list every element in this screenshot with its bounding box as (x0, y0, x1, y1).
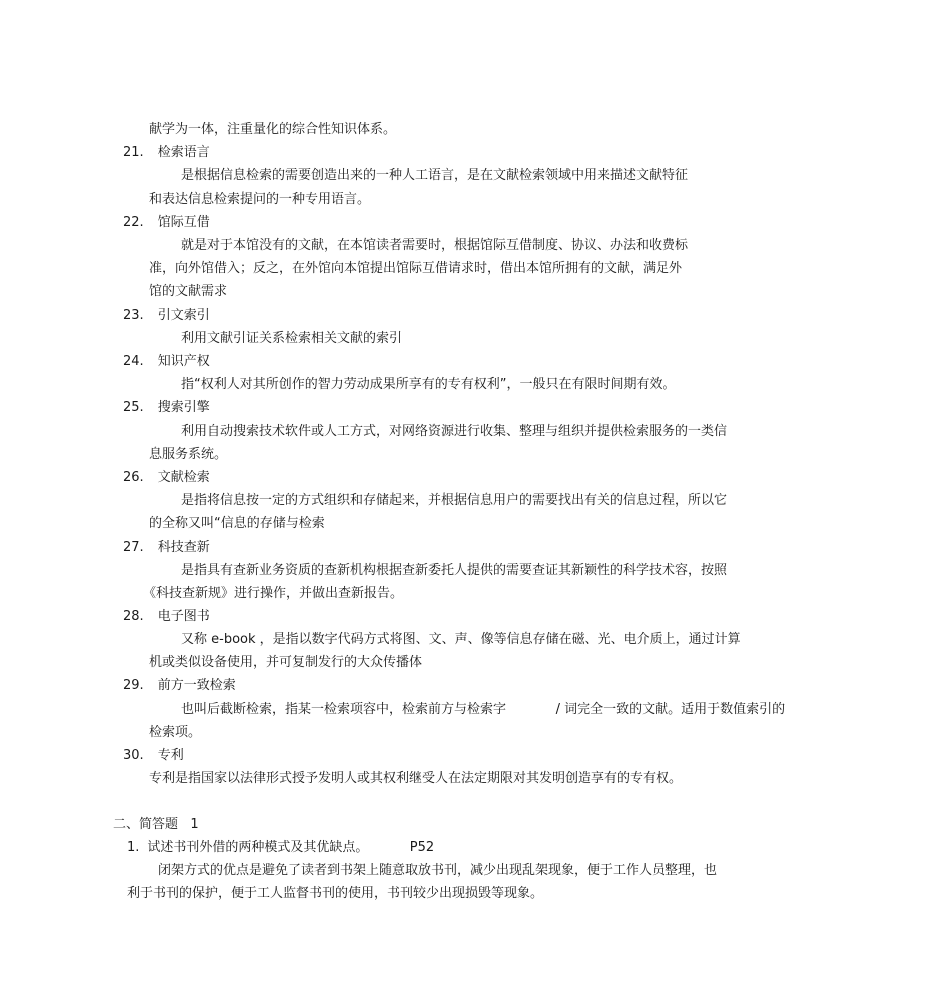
text-line: 是指具有查新业务资质的查新机构根据查新委托人提供的需要查证其新颖性的科学技术容，按照 (181, 563, 728, 578)
term-title: 知识产权 (157, 354, 210, 369)
text-line: 是根据信息检索的需要创造出来的一种人工语言，是在文献检索领域中用来描述文献特征 (181, 168, 689, 183)
term-heading-28 (123, 609, 210, 625)
term-number: 29. (123, 678, 144, 693)
text-line: 指“权利人对其所创作的智力劳动成果所享有的专有权利”，一般只在有限时间期有效。 (181, 377, 676, 392)
term-number: 22. (123, 215, 144, 230)
text-line: 献学为一体，注重量化的综合性知识体系。 (149, 122, 397, 137)
term-heading-24 (123, 354, 210, 370)
term-number: 26. (123, 470, 144, 485)
question-title: 试述书刊外借的两种模式及其优缺点。 P52 (147, 840, 435, 855)
term-heading-23 (123, 308, 210, 324)
term-title: 专利 (157, 748, 184, 763)
term-number: 28. (123, 609, 144, 624)
text-line: 准，向外馆借入；反之，在外馆向本馆提出馆际互借请求时，借出本馆所拥有的文献，满足外 (149, 261, 683, 276)
term-title: 引文索引 (157, 308, 210, 323)
term-heading-26 (123, 470, 210, 486)
term-title: 文献检索 (157, 470, 210, 485)
question-heading-1 (127, 840, 434, 856)
term-title: 馆际互借 (157, 215, 210, 230)
term-heading-29 (123, 678, 236, 694)
section-heading: 二、简答题 1 (113, 817, 199, 832)
text-line: 就是对于本馆没有的文献，在本馆读者需要时，根据馆际互借制度、协议、办法和收费标 (181, 238, 689, 253)
term-title: 前方一致检索 (157, 678, 236, 693)
text-line: 的全称又叫“信息的存储与检索 (149, 516, 325, 531)
term-number: 24. (123, 354, 144, 369)
text-line: 利用文献引证关系检索相关文献的索引 (181, 331, 403, 346)
text-line: 利用自动搜索技术软件或人工方式，对网络资源进行收集、整理与组织并提供检索服务的一类信 (181, 424, 728, 439)
text-line: 闭架方式的优点是避免了读者到书架上随意取放书刊，减少出现乱架现象，便于工作人员整理，也 (158, 863, 718, 878)
term-number: 25. (123, 400, 144, 415)
text-line: 利于书刊的保护，便于工人监督书刊的使用，书刊较少出现损毁等现象。 (127, 886, 544, 901)
term-heading-21 (123, 145, 210, 161)
term-heading-25 (123, 400, 210, 416)
question-number: 1. (127, 840, 140, 855)
term-number: 21. (123, 145, 144, 160)
text-line: 检索项。 (149, 725, 202, 740)
text-line: 《科技查新规》进行操作，并做出查新报告。 (143, 586, 404, 601)
text-line: 和表达信息检索提问的一种专用语言。 (149, 192, 371, 207)
term-heading-30 (123, 748, 184, 764)
text-line: 也叫后截断检索，指某一检索项容中，检索前方与检索字 / 词完全一致的文献。适用于数值索引的 (181, 702, 786, 717)
text-line: 是指将信息按一定的方式组织和存储起来，并根据信息用户的需要找出有关的信息过程，所以它 (181, 493, 728, 508)
term-title: 科技查新 (157, 540, 210, 555)
text-line: 息服务系统。 (149, 447, 228, 462)
text-line: 又称 e-book ，是指以数字代码方式将图、文、声、像等信息存储在磁、光、电介质上，通过计算 (181, 632, 741, 647)
term-title: 电子图书 (157, 609, 210, 624)
text-line: 馆的文献需求 (149, 284, 228, 299)
term-number: 27. (123, 540, 144, 555)
text-line: 专利是指国家以法律形式授予发明人或其权利继受人在法定期限对其发明创造享有的专有权。 (149, 771, 683, 786)
term-number: 23. (123, 308, 144, 323)
term-heading-22 (123, 215, 210, 231)
term-title: 检索语言 (157, 145, 210, 160)
term-title: 搜索引擎 (157, 400, 210, 415)
term-heading-27 (123, 540, 210, 556)
text-line: 机或类似设备使用，并可复制发行的大众传播体 (149, 655, 423, 670)
term-number: 30. (123, 748, 144, 763)
